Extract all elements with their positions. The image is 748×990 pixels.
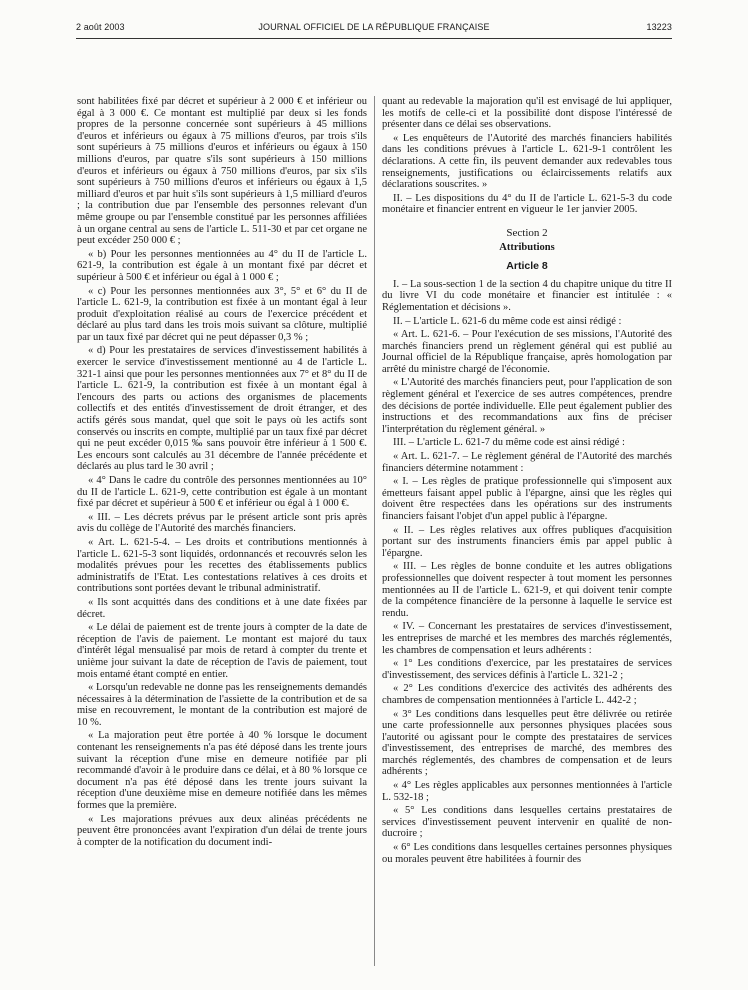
publication-date: 2 août 2003 [76, 22, 125, 32]
paragraph: II. – L'article L. 621-6 du même code est ainsi rédigé : [393, 315, 622, 327]
paragraph: « 1° Les conditions d'exercice, par les prestataires de services d'investissement, des services définis à l'article L. 321-2 ; [382, 658, 672, 681]
paragraph: « La majoration peut être portée à 40 % lorsque le document contenant les renseignements n'a pas été déposé dans les trente jours suivant la réception d'une mise en demeure notifiée par pli recommandé d'avoir à le produire dans ce délai, et à 80 % lorsque ce document n'a pas été déposé dans les trente jours suivant la réception d'une deuxième mise en demeure notifiée dans les mêmes formes que la première. [77, 730, 367, 812]
page-header [76, 20, 672, 36]
paragraph: « Le délai de paiement est de trente jours à compter de la date de réception de l'avis de paiement. Le montant est majoré du taux d'intérêt légal mensualisé par mois de retard à compter du trente et unième jour suivant la date de réception de l'avis de paiement, tout mois entamé étant compté en entier. [77, 622, 367, 680]
paragraph: « d) Pour les prestataires de services d'investissement habilités à exercer le service d'investissement mentionné au 4 de l'article L. 321-1 ainsi que pour les personnes mentionnées aux 7° et 8° du II de l'article L. 621-9, la contribution est fixée à un montant égal à l'encours des parts ou actions des organismes de placements collectifs et des entités d'investissement de droit étranger, et des actifs gérés sous mandat, quel que soit le pays où les actifs sont conservés ou inscrits en compte, multiplié par un taux fixé par décret qui ne peut excéder 0,015 ‰ sans pouvoir être inférieur à 1 500 €. Les encours sont calculés au 31 décembre de l'année précédente et déclarés au plus tard le 30 avril ; [77, 345, 367, 473]
paragraph: « Les enquêteurs de l'Autorité des marchés financiers habilités dans les conditions prévues à l'article L. 621-9-1 contrôlent les déclarations. A cette fin, ils peuvent demander aux redevables tous renseignements, justifications ou éclaircissements relatifs aux déclarations souscrites. » [382, 132, 672, 191]
article-title: Article 8 [506, 260, 548, 273]
paragraph: III. – L'article L. 621-7 du même code est ainsi rédigé : [393, 437, 625, 449]
paragraph: « III. – Les décrets prévus par le présent article sont pris après avis du collège de l'Autorité des marchés financiers. [77, 511, 367, 535]
paragraph: « c) Pour les personnes mentionnées aux 3°, 5° et 6° du II de l'article L. 621-9, la contribution est fixée à un montant égal à leur produit d'exploitation réalisé au cours de l'exercice précédent et déclaré au plus tard dans les trois mois suivant sa clôture, multiplié par un taux fixé par décret qui ne peut dépasser 0,3 % ; [77, 285, 367, 343]
paragraph: « III. – Les règles de bonne conduite et les autres obligations professionnelles que doivent respecter à tout moment les personnes mentionnées au II de l'article L. 621-9, et qui doivent tenir compte de la compétence financière de la personne à laquelle le service est rendu. [382, 561, 672, 619]
section-title: Section 2 [506, 226, 548, 239]
paragraph: II. – Les dispositions du 4° du II de l'article L. 621-5-3 du code monétaire et financier entrent en vigueur le 1er janvier 2005. [382, 192, 672, 216]
column-divider [374, 96, 375, 966]
paragraph: « I. – Les règles de pratique professionnelle qui s'imposent aux émetteurs faisant appel public à l'épargne, ainsi que les règles qui doivent être respectées dans les opérations sur des instruments financiers faisant l'objet d'un appel public à l'épargne. [382, 476, 672, 522]
paragraph: « 4° Les règles applicables aux personnes mentionnées à l'article L. 532-18 ; [382, 780, 672, 803]
paragraph: « II. – Les règles relatives aux offres publiques d'acquisition portant sur des instruments financiers émis par appel public à l'épargne. [382, 524, 672, 559]
section-subtitle: Attributions [499, 241, 555, 253]
paragraph: « L'Autorité des marchés financiers peut, pour l'application de son règlement général et l'exercice de ses autres compétences, prendre des décisions de portée individuelle. Elle peut également publier des instructions et des recommandations aux fins de préciser l'interprétation du règlement général. » [382, 377, 672, 435]
paragraph: I. – La sous-section 1 de la section 4 du chapitre unique du titre II du livre VI du code monétaire et financier est intitulée : « Réglementation et décisions ». [382, 278, 672, 313]
paragraph: « 4° Dans le cadre du contrôle des personnes mentionnées au 10° du II de l'article L. 621-9, cette contribution est égale à un montant fixé par décret et supérieur à 500 € et inférieur ou égal à 1 000 €. [77, 475, 367, 510]
right-column [382, 96, 672, 867]
paragraph: « b) Pour les personnes mentionnées au 4° du II de l'article L. 621-9, la contribution est égale à un montant fixé par décret et supérieur à 500 € et inférieur ou égal à 1 000 € ; [77, 248, 367, 283]
paragraph: « Art. L. 621-5-4. – Les droits et contributions mentionnés à l'article L. 621-5-3 sont liquidés, ordonnancés et recouvrés selon les modalités prévues pour les recettes des établissements publics administratifs de l'Etat. Les contestations relatives à ces droits et contributions sont portées devant le tribunal administratif. [77, 536, 367, 595]
paragraph: « Les majorations prévues aux deux alinéas précédents ne peuvent être prononcées avant l'expiration d'un délai de trente jours à compter de la notification du document indi- [77, 813, 367, 848]
page-number: 13223 [646, 22, 672, 32]
paragraph: « 3° Les conditions dans lesquelles peut être délivrée ou retirée une carte professionnelle aux personnes physiques placées sous l'autorité ou agissant pour le compte des prestataires de services d'investissement, des entreprises de marché, des membres des marchés réglementés, des chambres de compensation et de leurs adhérents ; [382, 708, 672, 778]
paragraph: quant au redevable la majoration qu'il est envisagé de lui appliquer, les motifs de celle-ci et la possibilité dont dispose l'intéressé de présenter dans ce délai ses observations. [382, 96, 672, 131]
paragraph: « 5° Les conditions dans lesquelles certains prestataires de services d'investissement peuvent intervenir en qualité de non-ducroire ; [382, 805, 672, 840]
journal-title: JOURNAL OFFICIEL DE LA RÉPUBLIQUE FRANÇAISE [258, 22, 490, 32]
paragraph: « IV. – Concernant les prestataires de services d'investissement, les entreprises de marché et les membres des marchés réglementés, les chambres de compensation et leurs adhérents : [382, 621, 672, 656]
paragraph: sont habilitées fixé par décret et supérieur à 2 000 € et inférieur ou égal à 3 000 €. Ce montant est multiplié par deux si les fonds propres de la personne concernée sont supérieurs à 45 millions d'euros et inférieurs ou égaux à 75 millions d'euros, par trois s'ils sont supérieurs à 75 millions d'euros et inférieurs ou égaux à 150 millions d'euros, par quatre s'ils sont supérieurs à 150 millions d'euros et inférieurs ou égaux à 750 millions d'euros, par six s'ils sont supérieurs à 750 millions d'euros et inférieurs ou égaux à 1,5 milliard d'euros et par huit s'ils sont supérieurs à 1,5 milliard d'euros ; la contribution due par l'ensemble des personnes relevant d'un même groupe ou par l'ensemble constitué par les personnes affiliées à un organe central au sens de l'article L. 511-30 et par cet organe ne peut excéder 250 000 € ; [77, 96, 367, 247]
paragraph: « 2° Les conditions d'exercice des activités des adhérents des chambres de compensation mentionnées à l'article L. 442-2 ; [382, 683, 672, 706]
paragraph: « Art. L. 621-7. – Le règlement général de l'Autorité des marchés financiers détermine notamment : [382, 451, 672, 474]
paragraph: « Lorsqu'un redevable ne donne pas les renseignements demandés nécessaires à la détermination de l'assiette de la contribution et de sa mise en recouvrement, le montant de la contribution est majoré de 10 %. [77, 682, 367, 728]
paragraph: « Ils sont acquittés dans des conditions et à une date fixées par décret. [77, 596, 367, 620]
paragraph: « 6° Les conditions dans lesquelles certaines personnes physiques ou morales peuvent être habilitées à fournir des [382, 842, 672, 865]
paragraph: « Art. L. 621-6. – Pour l'exécution de ses missions, l'Autorité des marchés financiers prend un règlement général qui est publié au Journal officiel de la République française, après homologation par arrêté du ministre chargé de l'économie. [382, 329, 672, 375]
header-rule [76, 38, 672, 39]
left-column [77, 96, 367, 850]
